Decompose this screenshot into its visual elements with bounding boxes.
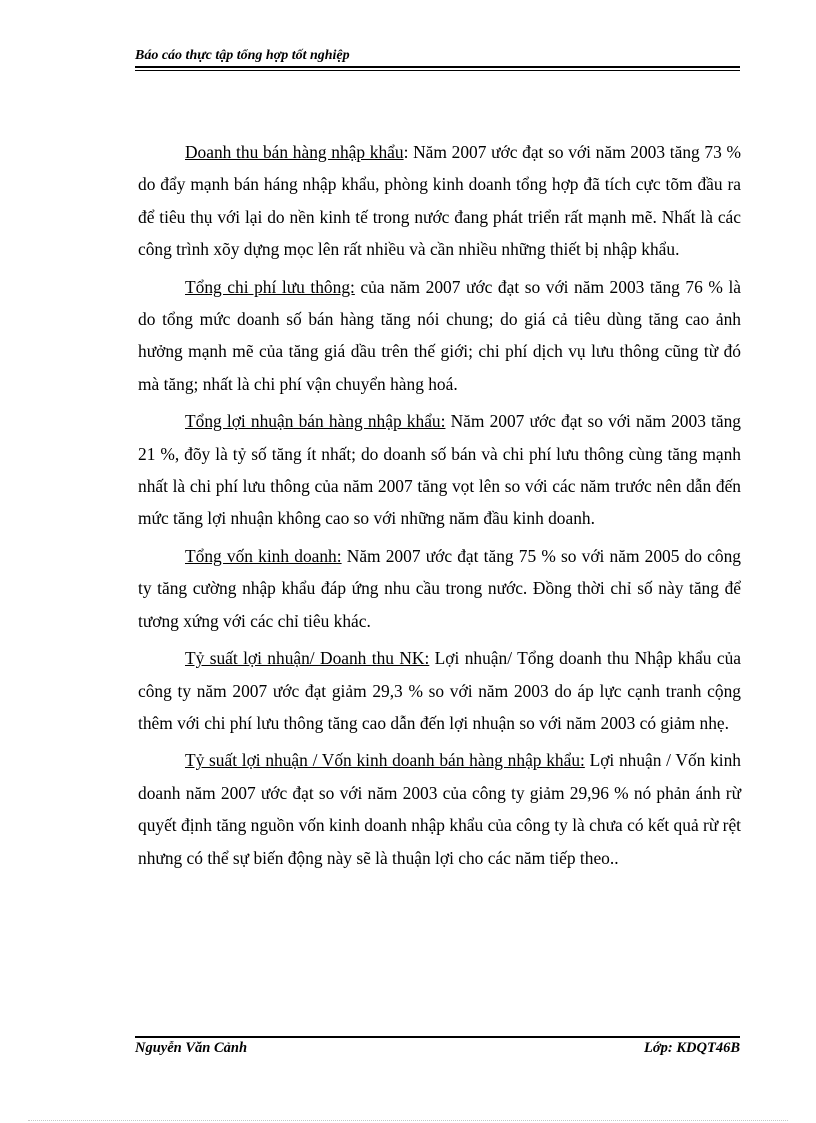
footer-class: Lớp: KDQT46B bbox=[644, 1040, 740, 1056]
paragraph-text: Năm 2007 ước đạt tăng 75 % so với năm 2005 do công ty tăng cường nhập khẩu đáp ứng nhu cầu trong nước. Đồng thời chỉ số này tăng để tương xứng với các chỉ tiêu khác. bbox=[138, 545, 741, 631]
paragraph-term: Tỷ suất lợi nhuận/ Doanh thu NK: bbox=[185, 648, 430, 669]
paragraph-text: Năm 2007 ước đạt so với năm 2003 tăng 21 %, đõy là tỷ số tăng ít nhất; do doanh số bán và chi phí lưu thông cùng tăng mạnh nhất là chi phí lưu thông của năm 2007 tăng vọt lên so với các năm trước nên dẫn đến mức tăng lợi nhuận không cao so với những năm đầu kinh doanh. bbox=[138, 411, 742, 529]
paragraph-term: Tổng vốn kinh doanh: bbox=[185, 545, 342, 566]
paragraph-term: Tổng chi phí lưu thông: bbox=[185, 276, 355, 297]
paragraph-term: Tổng lợi nhuận bán hàng nhập khẩu: bbox=[185, 411, 446, 432]
paragraph-profit-revenue-ratio bbox=[138, 642, 741, 739]
paragraph-text: của năm 2007 ước đạt so với năm 2003 tăng 76 % là do tổng mức doanh số bán hàng tăng nói chung; do giá cả tiêu dùng tăng cao ảnh hưởng mạnh mẽ của tăng giá dầu trên thế giới; chi phí dịch vụ lưu thông cũng từ đó mà tăng; nhất là chi phí vận chuyển hàng hoá. bbox=[138, 276, 741, 394]
paragraph-text: Lợi nhuận / Vốn kinh doanh năm 2007 ước đạt so với năm 2003 của công ty giảm 29,96 % nó phản ánh rừ quyết định tăng nguồn vốn kinh doanh nhập khẩu của công ty là chưa có kết quả rừ rệt nhưng có thể sự biến động này sẽ là thuận lợi cho các năm tiếp theo.. bbox=[138, 750, 741, 868]
paragraph-import-revenue bbox=[138, 136, 741, 266]
paragraph-business-capital bbox=[138, 540, 741, 637]
paragraph-text: : Năm 2007 ước đạt so với năm 2003 tăng 73 % do đẩy mạnh bán háng nhập khẩu, phòng kinh doanh tổng hợp đã tích cực tõm đầu ra để tiêu thụ với lại do nền kinh tế trong nước đang phát triển rất mạnh mẽ. Nhất là các công trình xõy dựng mọc lên rất nhiều và cần nhiều những thiết bị nhập khẩu. bbox=[138, 142, 741, 260]
paragraph-term: Doanh thu bán hàng nhập khẩu bbox=[185, 142, 404, 162]
footer-author: Nguyễn Văn Cảnh bbox=[135, 1040, 248, 1056]
page-edge-divider bbox=[28, 1120, 788, 1121]
report-body bbox=[138, 136, 741, 879]
header-rule-secondary bbox=[135, 70, 740, 71]
paragraph-text: Lợi nhuận/ Tổng doanh thu Nhập khẩu của công ty năm 2007 ước đạt giảm 29,3 % so với năm 2003 do áp lực cạnh tranh cộng thêm với chi phí lưu thông tăng cao dẫn đến lợi nhuận so với năm 2003 có giảm nhẹ. bbox=[138, 648, 741, 733]
footer-rule bbox=[135, 1036, 740, 1038]
paragraph-term: Tỷ suất lợi nhuận / Vốn kinh doanh bán hàng nhập khẩu: bbox=[185, 750, 585, 771]
header-rule bbox=[135, 66, 740, 68]
paragraph-circulation-cost bbox=[138, 271, 741, 401]
page-header-title: Báo cáo thực tập tổng hợp tốt nghiệp bbox=[135, 48, 350, 63]
paragraph-profit-capital-ratio bbox=[138, 744, 741, 874]
paragraph-total-profit bbox=[138, 405, 741, 535]
